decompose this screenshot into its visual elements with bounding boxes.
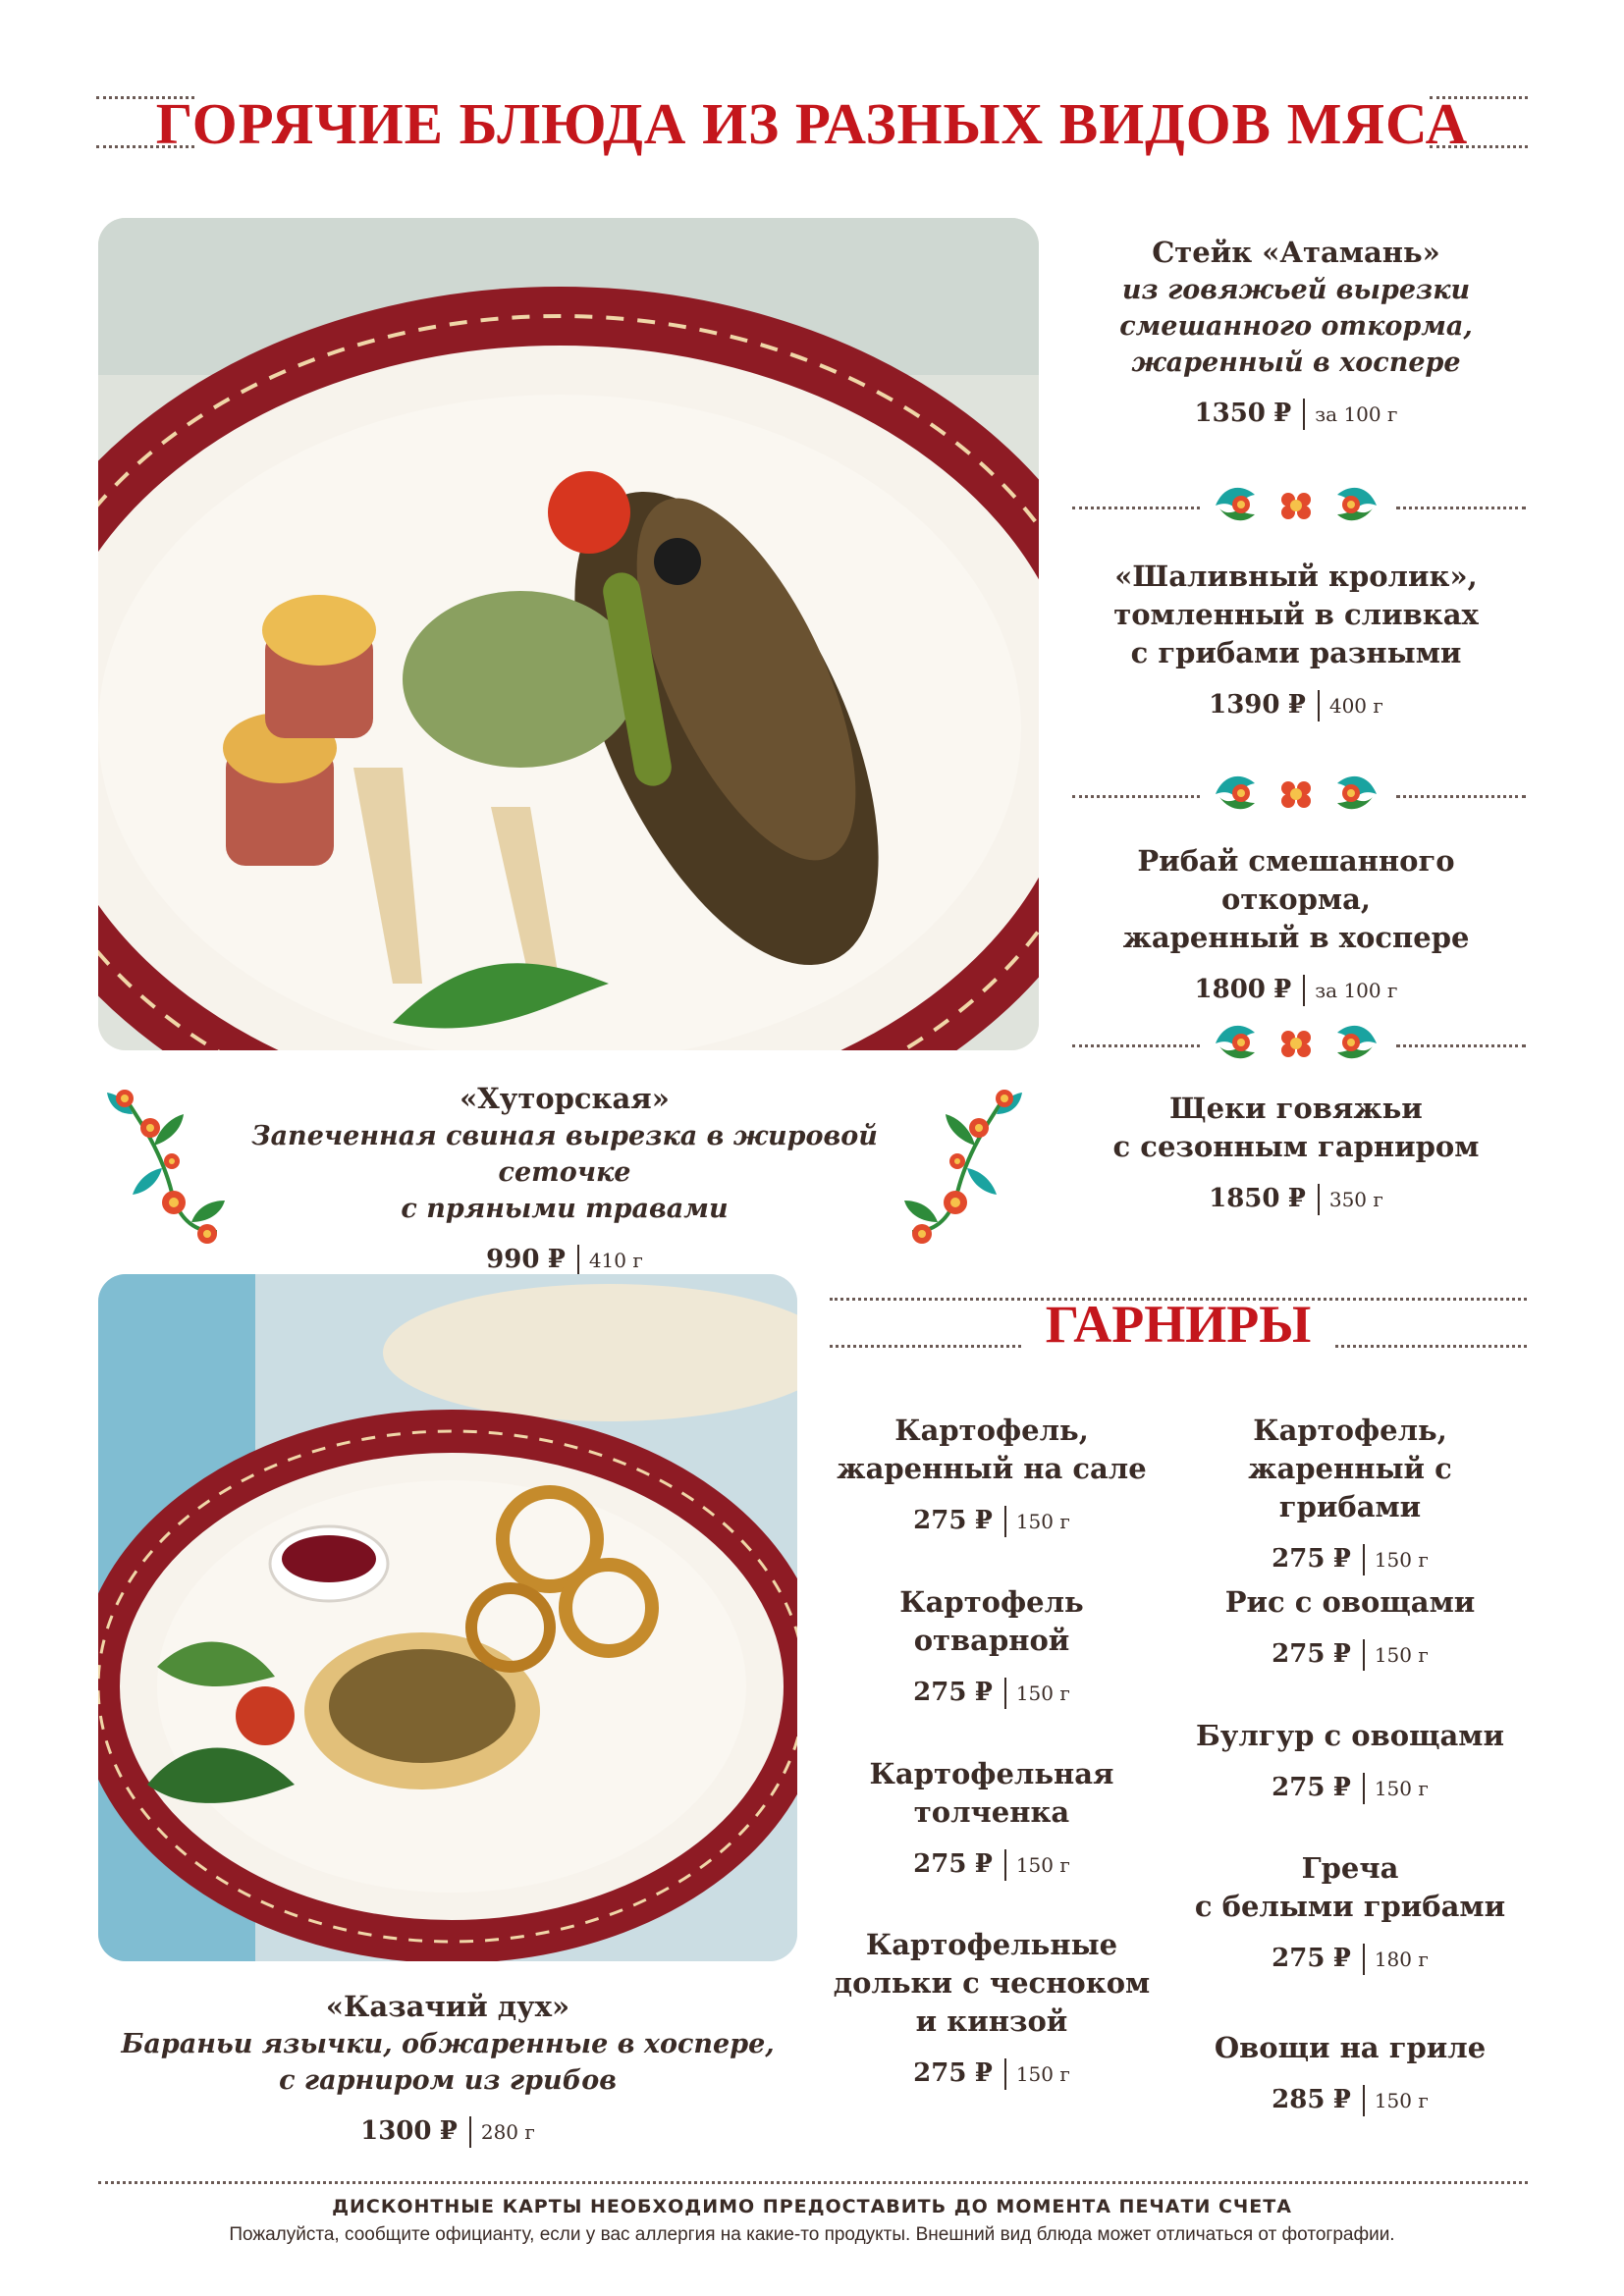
divider-rule <box>1072 795 1200 798</box>
divider-rule <box>1396 1044 1526 1047</box>
item-price <box>825 2058 1159 2090</box>
side-item <box>825 1755 1159 1881</box>
item-name-line: и кинзой <box>915 2004 1068 2038</box>
price-separator <box>1303 399 1305 430</box>
item-weight: 150 г <box>1374 1643 1429 1667</box>
menu-item-rabbit <box>1060 558 1532 721</box>
dish-photo-kazachiy-dukh <box>98 1274 797 1961</box>
price-value: 275 <box>1272 1639 1326 1669</box>
item-weight: 150 г <box>1374 2089 1429 2112</box>
price-separator <box>1363 1639 1365 1671</box>
currency-sign: ₽ <box>1273 399 1292 428</box>
item-price <box>1173 2085 1527 2116</box>
price-value: 1350 <box>1194 399 1266 428</box>
item-name-line: Картофель <box>899 1585 1084 1619</box>
price-separator <box>1363 1544 1365 1575</box>
item-name-line: Греча <box>1301 1851 1399 1885</box>
item-weight: 150 г <box>1374 1548 1429 1572</box>
price-value: 275 <box>1272 1544 1326 1574</box>
currency-sign: ₽ <box>974 1678 993 1707</box>
item-weight: 150 г <box>1015 1682 1070 1705</box>
price-value: 275 <box>913 2058 967 2088</box>
price-separator <box>1004 1678 1006 1709</box>
page-title: ГОРЯЧИЕ БЛЮДА ИЗ РАЗНЫХ ВИДОВ МЯСА <box>155 91 1469 156</box>
currency-sign: ₽ <box>1332 1773 1351 1802</box>
item-weight: 150 г <box>1015 1510 1070 1533</box>
item-name-line: Булгур с овощами <box>1196 1719 1504 1752</box>
menu-item-beef-cheeks <box>1060 1090 1532 1215</box>
price-value: 275 <box>1272 1944 1326 1973</box>
menu-item-khutorskaya <box>196 1080 933 1276</box>
currency-sign: ₽ <box>974 2058 993 2088</box>
item-desc-line: жаренный в хоспере <box>1131 347 1461 378</box>
item-desc-line: с пряными травами <box>401 1194 729 1224</box>
item-price <box>1173 1773 1527 1804</box>
item-weight: 350 г <box>1328 1188 1383 1211</box>
item-price <box>1173 1544 1527 1575</box>
item-name-line: с белыми грибами <box>1194 1890 1506 1923</box>
price-value: 275 <box>913 1678 967 1707</box>
side-item <box>1173 1412 1527 1575</box>
item-name: Стейк «Атамань» <box>1152 236 1440 269</box>
item-weight: 410 г <box>588 1249 643 1272</box>
folk-ornament-divider <box>1216 481 1377 530</box>
item-price <box>825 1506 1159 1537</box>
item-desc-line: Запеченная свиная вырезка в жировой сеточке <box>251 1121 878 1188</box>
side-item <box>825 1583 1159 1709</box>
item-name: «Хуторская» <box>460 1082 670 1115</box>
item-price <box>825 1678 1159 1709</box>
allergy-notice: Пожалуйста, сообщите официанту, если у вас аллергия на какие-то продукты. Внешний вид блюда может отличаться от фотографии. <box>229 2224 1395 2245</box>
currency-sign: ₽ <box>547 1245 566 1274</box>
currency-sign: ₽ <box>974 1849 993 1879</box>
price-value: 275 <box>913 1506 967 1535</box>
price-separator <box>1303 975 1305 1006</box>
currency-sign: ₽ <box>439 2116 458 2146</box>
item-name-line: толченка <box>913 1795 1070 1829</box>
item-weight: за 100 г <box>1315 979 1398 1002</box>
price-separator <box>577 1245 579 1276</box>
item-price <box>825 1849 1159 1881</box>
item-price <box>1060 690 1532 721</box>
item-weight: за 100 г <box>1315 402 1398 426</box>
item-name-line: дольки с чесноком <box>833 1966 1151 2000</box>
side-item <box>1173 2029 1527 2116</box>
currency-sign: ₽ <box>1332 1544 1351 1574</box>
price-value: 990 <box>486 1245 540 1274</box>
price-separator <box>1004 2058 1006 2090</box>
item-name-line: «Шаливный кролик», <box>1114 560 1478 593</box>
price-separator <box>1318 1184 1320 1215</box>
item-name-line: жаренный на сале <box>837 1452 1147 1485</box>
item-name-line: жаренный в хоспере <box>1122 921 1470 954</box>
folk-ornament-divider <box>1216 1019 1377 1068</box>
price-separator <box>1318 690 1320 721</box>
side-item <box>1173 1717 1527 1804</box>
price-value: 1800 <box>1194 975 1266 1004</box>
footer-rule <box>98 2181 1528 2184</box>
currency-sign: ₽ <box>1332 1639 1351 1669</box>
sides-title: ГАРНИРЫ <box>1045 1295 1312 1354</box>
price-separator <box>1004 1849 1006 1881</box>
dish-photo-khutorskaya <box>98 218 1039 1050</box>
side-item <box>825 1412 1159 1537</box>
divider-rule <box>1072 507 1200 509</box>
divider-rule <box>1072 1044 1200 1047</box>
menu-item-kazachiy-dukh <box>98 1988 797 2148</box>
item-desc-line: смешанного откорма, <box>1119 311 1473 342</box>
item-desc-line: Бараньи язычки, обжаренные в хоспере, <box>121 2029 775 2059</box>
item-price <box>1173 1639 1527 1671</box>
price-value: 1300 <box>360 2116 432 2146</box>
price-separator <box>469 2116 471 2148</box>
item-name-line: жаренный с грибами <box>1248 1452 1452 1523</box>
price-separator <box>1363 2085 1365 2116</box>
item-name-line: Картофельные <box>865 1928 1118 1961</box>
folk-ornament-divider <box>1216 770 1377 819</box>
side-item <box>1173 1583 1527 1671</box>
item-name-line: Картофель, <box>894 1414 1089 1447</box>
item-price <box>1060 399 1532 430</box>
currency-sign: ₽ <box>1273 975 1292 1004</box>
item-weight: 150 г <box>1015 1853 1070 1877</box>
price-value: 1390 <box>1209 690 1280 720</box>
price-separator <box>1363 1944 1365 1975</box>
item-name-line: с сезонным гарниром <box>1112 1130 1480 1163</box>
currency-sign: ₽ <box>1332 1944 1351 1973</box>
price-value: 275 <box>1272 1773 1326 1802</box>
currency-sign: ₽ <box>974 1506 993 1535</box>
item-weight: 150 г <box>1015 2062 1070 2086</box>
discount-card-notice: ДИСКОНТНЫЕ КАРТЫ НЕОБХОДИМО ПРЕДОСТАВИТЬ ДО МОМЕНТА ПЕЧАТИ СЧЕТА <box>332 2196 1292 2217</box>
item-price <box>196 1245 933 1276</box>
item-weight: 280 г <box>480 2120 535 2144</box>
item-weight: 150 г <box>1374 1777 1429 1800</box>
item-name-line: Щеки говяжьи <box>1169 1092 1423 1125</box>
price-separator <box>1363 1773 1365 1804</box>
menu-item-steak-ataman <box>1060 234 1532 430</box>
item-price <box>98 2116 797 2148</box>
price-value: 285 <box>1272 2085 1326 2114</box>
item-name-line: отварной <box>913 1624 1070 1657</box>
currency-sign: ₽ <box>1287 690 1306 720</box>
item-price <box>1060 975 1532 1006</box>
item-name-line: томленный в сливках <box>1113 598 1479 631</box>
item-name-line: с грибами разными <box>1130 636 1462 669</box>
divider-rule <box>1396 507 1526 509</box>
item-price <box>1173 1944 1527 1975</box>
price-value: 1850 <box>1209 1184 1280 1213</box>
price-value: 275 <box>913 1849 967 1879</box>
price-separator <box>1004 1506 1006 1537</box>
item-desc-line: из говяжьей вырезки <box>1121 275 1471 305</box>
item-name-line: Картофельная <box>869 1757 1114 1790</box>
item-name-line: Рис с овощами <box>1224 1585 1476 1619</box>
menu-item-ribeye <box>1060 842 1532 1006</box>
item-weight: 180 г <box>1374 1948 1429 1971</box>
divider-rule <box>1396 795 1526 798</box>
item-price <box>1060 1184 1532 1215</box>
item-desc-line: с гарниром из грибов <box>279 2065 617 2096</box>
item-weight: 400 г <box>1328 694 1383 718</box>
side-item <box>1173 1849 1527 1975</box>
currency-sign: ₽ <box>1332 2085 1351 2114</box>
item-name-line: Картофель, <box>1253 1414 1447 1447</box>
currency-sign: ₽ <box>1287 1184 1306 1213</box>
item-name-line: Рибай смешанного откорма, <box>1137 844 1455 916</box>
item-name-line: Овощи на гриле <box>1214 2031 1487 2064</box>
item-name: «Казачий дух» <box>325 1990 570 2023</box>
side-item <box>825 1926 1159 2090</box>
